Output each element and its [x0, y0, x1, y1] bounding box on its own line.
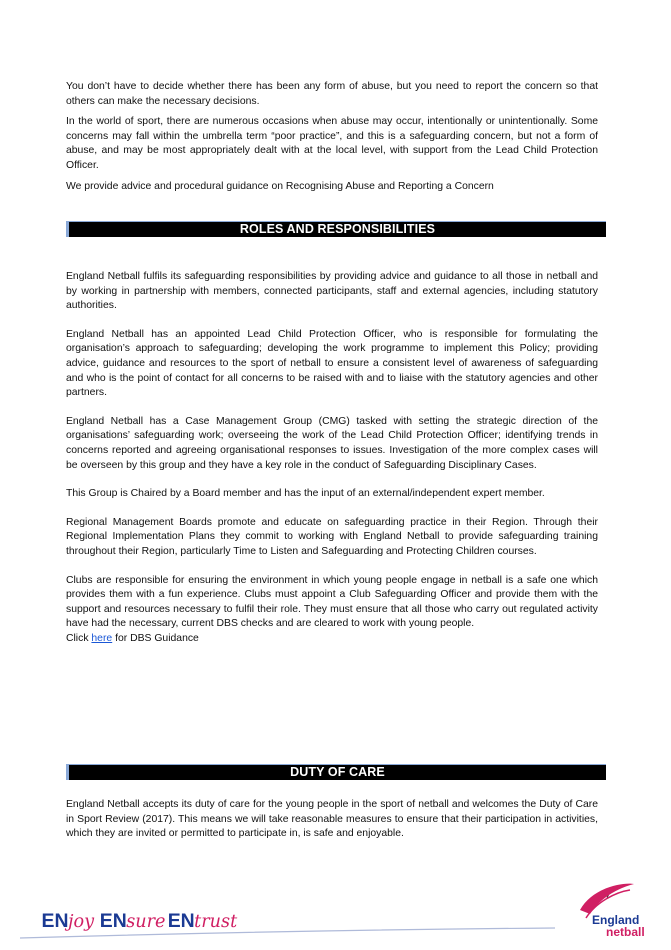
slogan-en-3: EN	[167, 910, 195, 933]
intro-paragraph-3: We provide advice and procedural guidance on Recognising Abuse and Reporting a Concern	[66, 180, 494, 192]
dbs-guidance-link[interactable]: here	[91, 632, 113, 644]
roles-heading: ROLES AND RESPONSIBILITIES	[66, 222, 606, 237]
intro-paragraph-2: In the world of sport, there are numerous occasions when abuse may occur, intentionally or unintentionally. Some concerns may fall within the umbrella term “poor practice”, and this is a safeguarding concern, but not a form of abuse, and may be most appropriately dealt with at the local level, with support from the Lead Child Protection Officer.	[66, 116, 598, 171]
england-netball-logo	[572, 880, 662, 940]
intro-section	[66, 80, 598, 200]
dbs-guidance-line	[66, 632, 598, 647]
roles-paragraph-4: This Group is Chaired by a Board member and has the input of an external/independent expert member.	[66, 488, 545, 500]
roles-section	[66, 270, 598, 646]
slogan-sure: sure	[126, 912, 166, 933]
roles-paragraph-6: Clubs are responsible for ensuring the environment in which young people engage in netball is a safe one which provides them with a fun experience. Clubs must appoint a Club Safeguarding Officer and provide them with the support and resources necessary to fulfil their role. They must ensure that all those who carry out regulated activity have had the necessary, current DBS checks and are cleared to work with young people.	[66, 574, 598, 630]
slogan-joy: joy	[68, 912, 95, 933]
roles-paragraph-5: Regional Management Boards promote and educate on safeguarding practice in their Region. Through their Regional Implementation Plans they commit to working with England Netball to provide safeguarding training throughout their Region, particularly Time to Listen and Safeguarding and Protecting Children courses.	[66, 516, 598, 557]
duty-heading: DUTY OF CARE	[66, 765, 606, 780]
dbs-prefix: Click	[66, 632, 92, 644]
intro-paragraph-1: You don’t have to decide whether there has been any form of abuse, but you need to report the concern so that others can make the necessary decisions.	[66, 81, 598, 107]
logo-text-england: England	[592, 913, 640, 927]
roles-paragraph-3: England Netball has a Case Management Group (CMG) tasked with setting the strategic direction of the organisations’ safeguarding work; overseeing the work of the Lead Child Protection Officer; identifying trends in concerns reported and agreeing organisational responses to issues. Investigation of the more complex cases will be overseen by this group and they have a key role in the conduct of Safeguarding Disciplinary Cases.	[66, 415, 598, 471]
slogan-trust: trust	[194, 912, 238, 933]
logo-text-netball: netball	[606, 925, 645, 939]
dbs-suffix: for DBS Guidance	[112, 632, 199, 644]
duty-section	[66, 798, 598, 856]
slogan-en-1: EN	[41, 910, 69, 933]
roles-paragraph-2: England Netball has an appointed Lead Child Protection Officer, who is responsible for formulating the organisation’s approach to safeguarding; developing the work programme to implement this Policy; providing advice, guidance and resources to the sport of netball to ensure a consistent level of awareness of safeguarding and who is the point of contact for all concerns to be raised with and to liaise with the statutory agencies and other partners.	[66, 328, 598, 399]
slogan-en-2: EN	[99, 910, 127, 933]
footer-slogan	[28, 905, 258, 935]
roles-paragraph-1: England Netball fulfils its safeguarding responsibilities by providing advice and guidance to all those in netball and by working in partnership with members, connected participants, staff and external agencies, including statutory authorities.	[66, 271, 598, 312]
duty-paragraph: England Netball accepts its duty of care for the young people in the sport of netball and welcomes the Duty of Care in Sport Review (2017). This means we will take reasonable measures to ensure that their participation in activities, which they are invited or permitted to participate in, is safe and enjoyable.	[66, 799, 598, 840]
